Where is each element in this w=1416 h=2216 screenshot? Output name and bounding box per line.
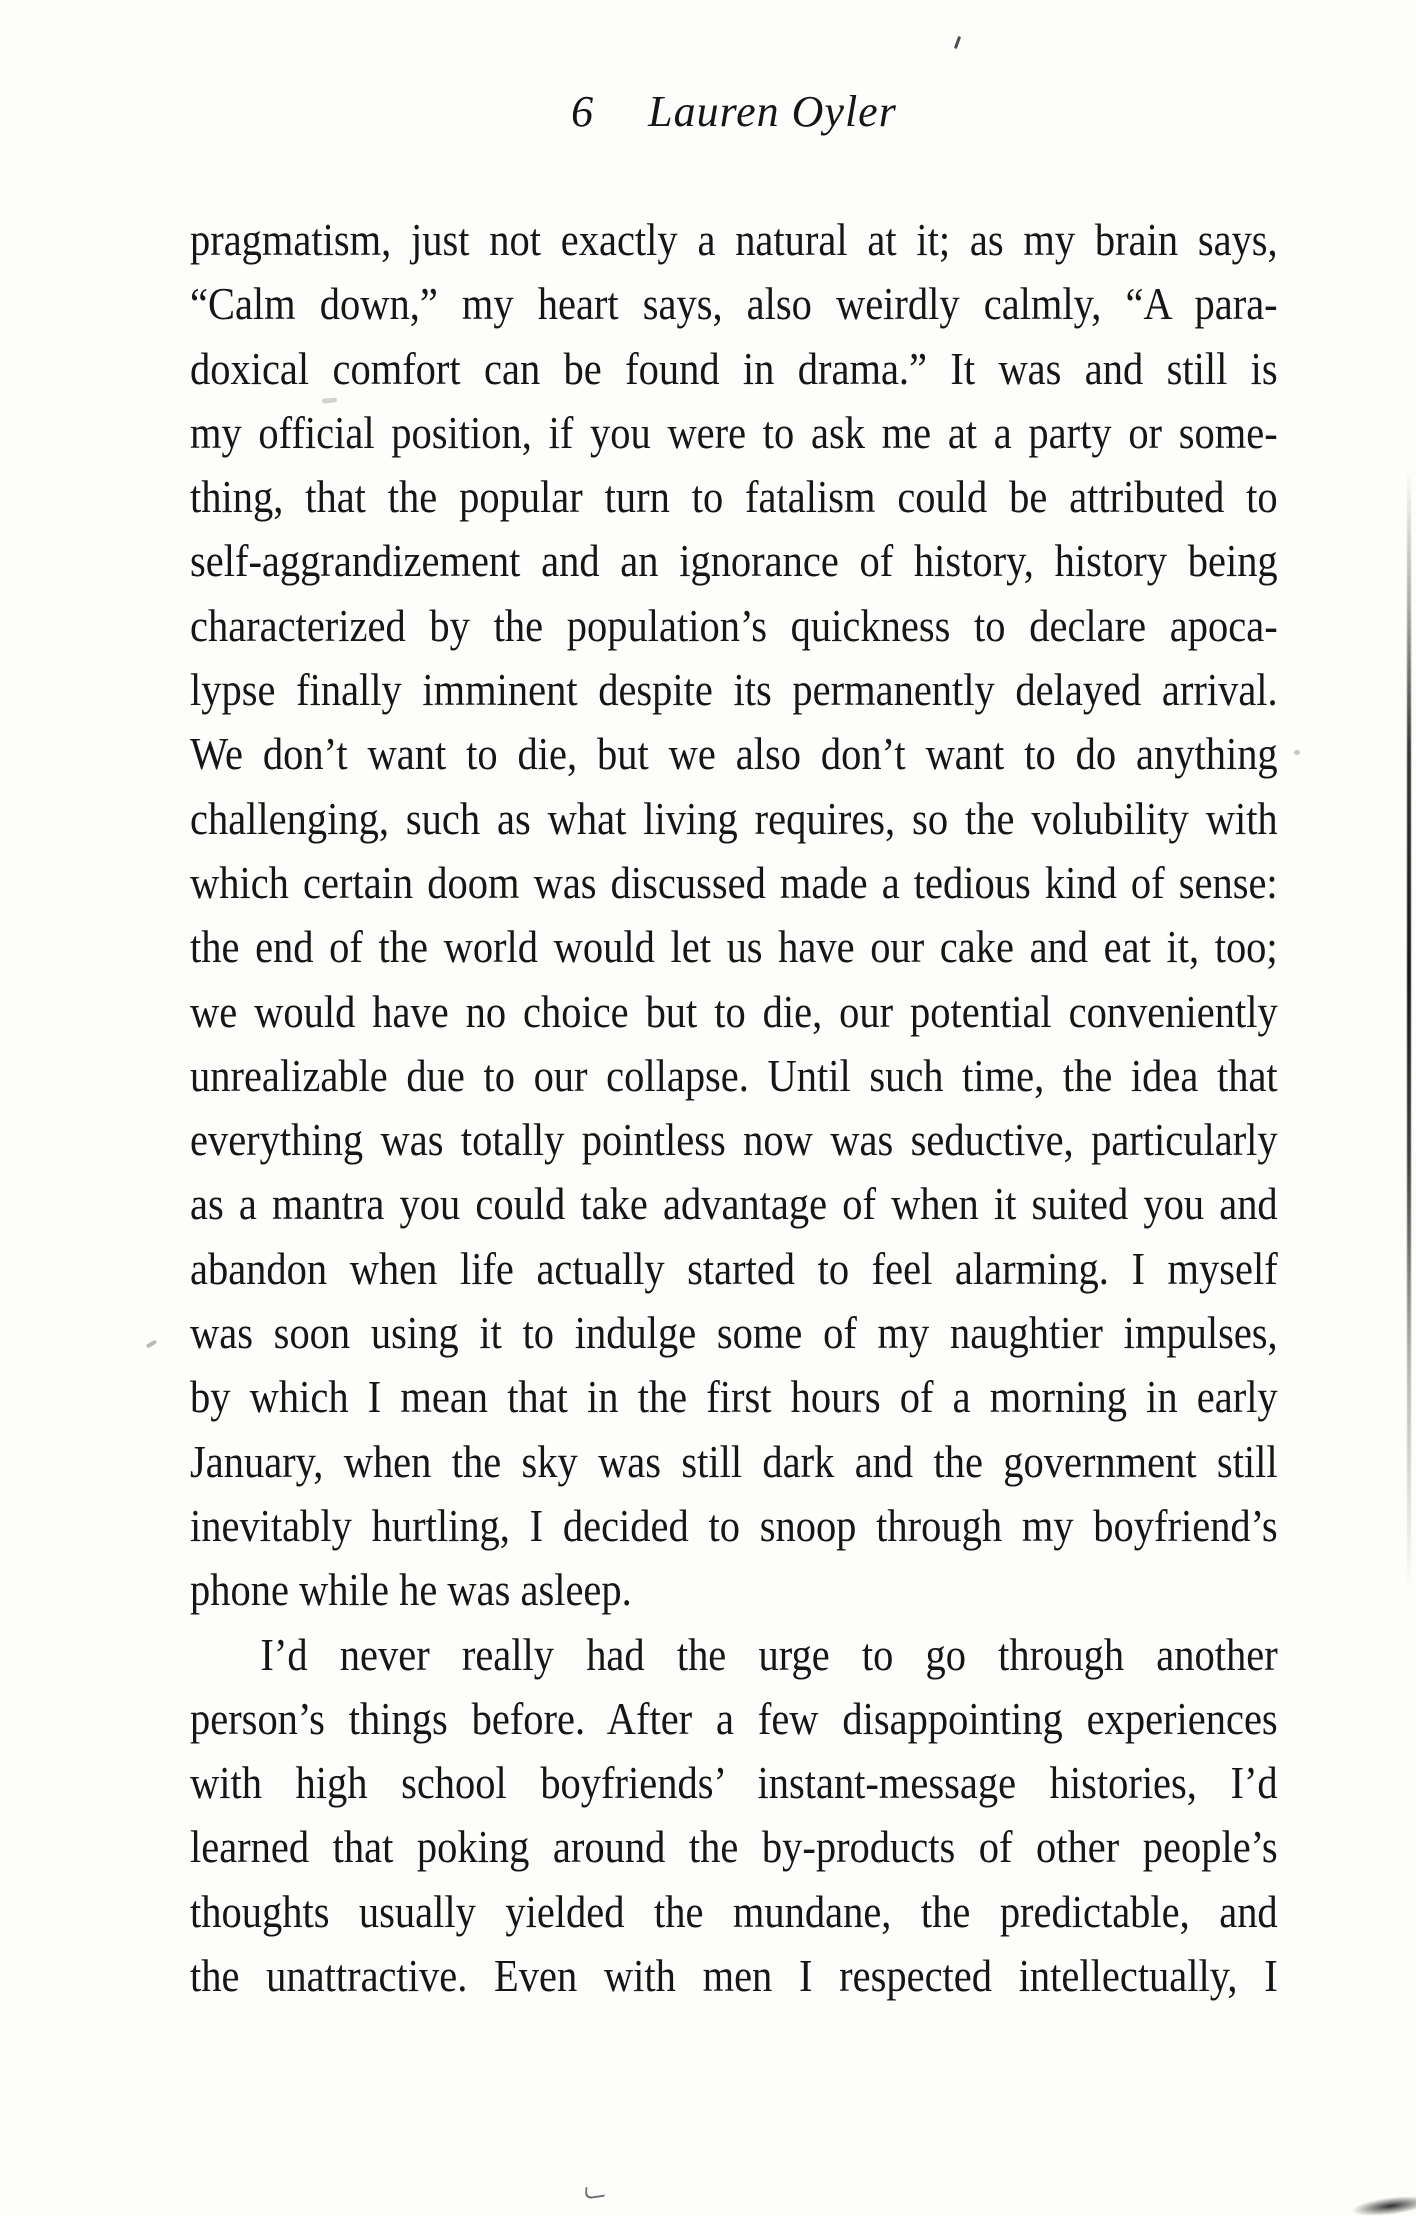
scan-gutter-line — [1407, 470, 1411, 1590]
text-line: phone while he was asleep. — [190, 1564, 632, 1616]
text-line: January, when the sky was still dark and the government still — [190, 1435, 1278, 1487]
text-line: was soon using it to indulge some of my naughtier impulses, — [190, 1307, 1278, 1359]
text-line: learned that poking around the by-products of other people’s — [190, 1821, 1278, 1873]
text-line: my official position, if you were to ask me at a party or some- — [190, 406, 1278, 458]
page-number: 6 — [571, 87, 595, 136]
text-line: I’d never really had the urge to go through another — [260, 1628, 1278, 1680]
scan-speck-right-margin — [1294, 750, 1300, 755]
text-line: as a mantra you could take advantage of when it suited you and — [190, 1178, 1278, 1230]
text-line: We don’t want to die, but we also don’t want to do anything — [190, 728, 1278, 780]
text-line: thoughts usually yielded the mundane, the predictable, and — [190, 1885, 1278, 1937]
body-text-block — [190, 208, 1278, 2008]
text-line: we would have no choice but to die, our potential conveniently — [190, 985, 1278, 1037]
text-line: characterized by the population’s quickness to declare apoca- — [190, 599, 1278, 651]
text-line: self-aggrandizement and an ignorance of history, history being — [190, 535, 1278, 587]
scan-speck-left-margin — [146, 1340, 158, 1349]
text-line: everything was totally pointless now was seductive, particularly — [190, 1114, 1278, 1166]
text-line: the end of the world would let us have our cake and eat it, too; — [190, 921, 1278, 973]
text-line: inevitably hurtling, I decided to snoop through my boyfriend’s — [190, 1499, 1278, 1551]
text-line: with high school boyfriends’ instant-message histories, I’d — [190, 1757, 1278, 1809]
text-line: pragmatism, just not exactly a natural at it; as my brain says, — [190, 214, 1278, 265]
scan-mark-bottom-center — [585, 2185, 605, 2200]
text-line: person’s things before. After a few disappointing experiences — [190, 1692, 1278, 1744]
text-line: which certain doom was discussed made a tedious kind of sense: — [190, 856, 1278, 908]
text-line: the unattractive. Even with men I respected intellectually, I — [190, 1950, 1278, 2002]
text-line: abandon when life actually started to feel alarming. I myself — [190, 1242, 1278, 1294]
text-line: thing, that the popular turn to fatalism could be attributed to — [190, 471, 1278, 523]
text-line: doxical comfort can be found in drama.” It was and still is — [190, 342, 1278, 394]
text-line: by which I mean that in the first hours of a morning in early — [190, 1371, 1278, 1423]
text-line: lypse finally imminent despite its permanently delayed arrival. — [190, 664, 1278, 716]
text-line: challenging, such as what living requires, so the volubility with — [190, 792, 1278, 844]
text-line: “Calm down,” my heart says, also weirdly calmly, “A para- — [190, 278, 1278, 330]
scan-smudge-bottom-right — [1335, 2187, 1416, 2216]
running-head-author: Lauren Oyler — [648, 87, 897, 136]
scan-speck-top-right — [954, 36, 961, 49]
running-header — [190, 86, 1278, 138]
text-line: unrealizable due to our collapse. Until such time, the idea that — [190, 1049, 1278, 1101]
